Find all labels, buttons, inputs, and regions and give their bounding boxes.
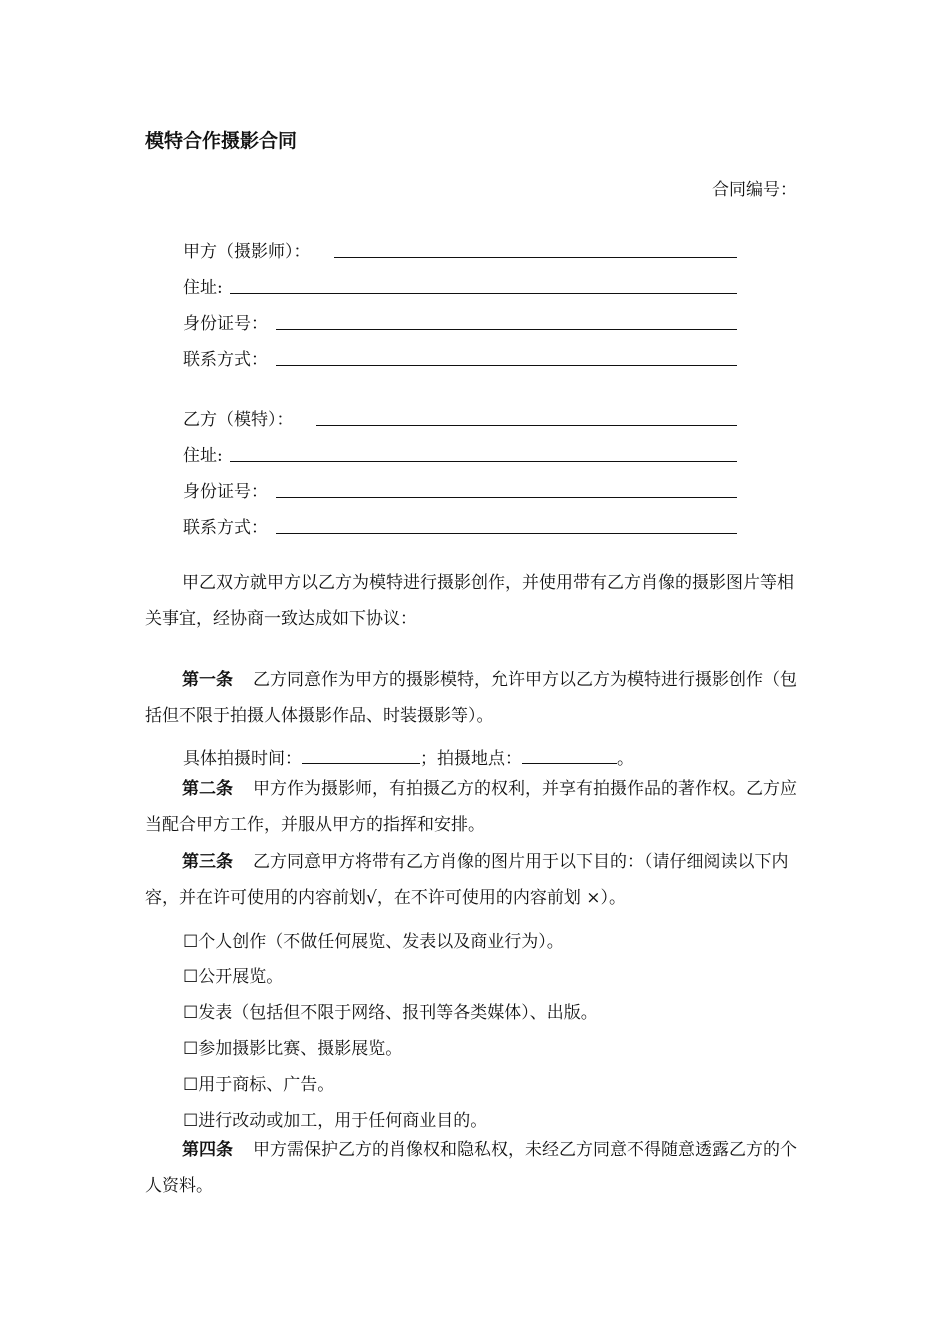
contract-number-label: 合同编号： [712,180,797,200]
party-b-address-field[interactable] [183,441,737,465]
document-title: 模特合作摄影合同 [145,130,298,152]
party-a-address-blank[interactable] [230,293,737,294]
party-a-name-blank[interactable] [334,257,737,258]
shoot-time-label: 具体拍摄时间： [183,749,302,769]
party-a-name-label: 甲方（摄影师）： [183,242,311,262]
party-a-contact-label: 联系方式： [183,350,268,370]
party-b-id-blank[interactable] [276,497,737,498]
option-publication[interactable]: ☐发表（包括但不限于网络、报刊等各类媒体）、出版。 [183,1003,598,1023]
party-b-id-label: 身份证号： [183,482,268,502]
article-1 [145,662,807,734]
article-4-heading: 第四条 [182,1140,233,1160]
party-b-name-label: 乙方（模特）： [183,410,294,430]
party-b-name-field[interactable] [183,405,737,429]
party-a-contact-field[interactable] [183,345,737,369]
article-3-text: 乙方同意甲方将带有乙方肖像的图片用于以下目的：（请仔细阅读以下内容，并在许可使用的内容前划√，在不许可使用的内容前划 ×）。 [145,852,789,908]
party-b-contact-label: 联系方式： [183,518,268,538]
party-a-id-blank[interactable] [276,329,737,330]
party-a-address-label: 住址: [183,278,223,298]
article-2-heading: 第二条 [182,779,233,799]
intro-paragraph [145,565,807,637]
intro-text: 甲乙双方就甲方以乙方为模特进行摄影创作，并使用带有乙方肖像的摄影图片等相关事宜，经协商一致达成如下协议： [145,573,794,629]
party-a-id-field[interactable] [183,309,737,333]
option-trademark-ad[interactable]: ☐用于商标、广告。 [183,1075,335,1095]
party-b-contact-field[interactable] [183,513,737,537]
shoot-place-blank[interactable] [522,749,617,764]
party-b-address-label: 住址: [183,446,223,466]
option-commercial-modification[interactable]: ☐进行改动或加工，用于任何商业目的。 [183,1111,488,1131]
article-2-text: 甲方作为摄影师，有拍摄乙方的权利，并享有拍摄作品的著作权。乙方应当配合甲方工作，并服从甲方的指挥和安排。 [145,779,797,835]
party-b-id-field[interactable] [183,477,737,501]
article-1-heading: 第一条 [182,670,233,690]
party-a-name-field[interactable] [183,237,737,261]
article-1-text: 乙方同意作为甲方的摄影模特，允许甲方以乙方为模特进行摄影创作（包括但不限于拍摄人体摄影作品、时装摄影等）。 [145,670,797,726]
article-3 [145,844,807,916]
party-b-address-blank[interactable] [230,461,737,462]
article-4-text: 甲方需保护乙方的肖像权和隐私权，未经乙方同意不得随意透露乙方的个人资料。 [145,1140,797,1196]
shoot-line-end: 。 [617,749,634,769]
shoot-time-blank[interactable] [302,749,420,764]
party-a-contact-blank[interactable] [276,365,737,366]
option-competition[interactable]: ☐参加摄影比赛、摄影展览。 [183,1039,403,1059]
option-public-exhibition[interactable]: ☐公开展览。 [183,967,284,987]
article-4 [145,1132,807,1204]
option-personal-creation[interactable]: ☐个人创作（不做任何展览、发表以及商业行为）。 [183,932,564,952]
shoot-place-label: ；拍摄地点： [420,749,522,769]
party-a-address-field[interactable] [183,273,737,297]
party-a-id-label: 身份证号： [183,314,268,334]
article-2 [145,771,807,843]
article-3-heading: 第三条 [182,852,233,872]
party-b-contact-blank[interactable] [276,533,737,534]
shoot-time-place-line [183,744,634,769]
party-b-name-blank[interactable] [316,425,737,426]
